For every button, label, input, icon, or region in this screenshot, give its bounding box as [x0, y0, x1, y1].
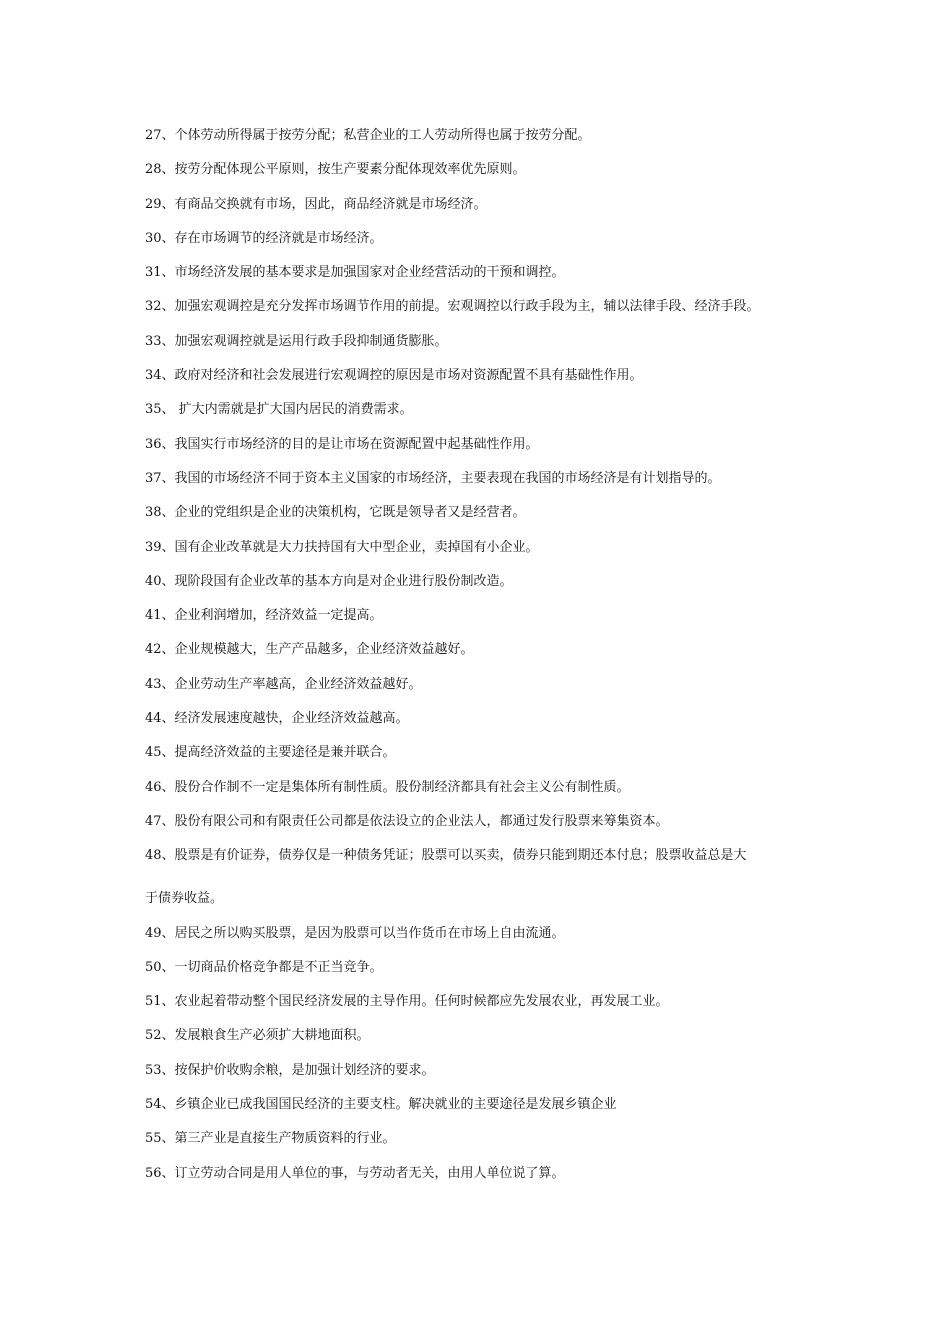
- list-item: [145, 1129, 825, 1149]
- list-item-text: 50、一切商品价格竞争都是不正当竞争。: [145, 959, 383, 975]
- list-item-text: 42、企业规模越大，生产产品越多，企业经济效益越好。: [145, 642, 474, 658]
- list-item-text: 32、加强宏观调控是充分发挥市场调节作用的前提。宏观调控以行政手段为主，辅以法律手段、经济手段。: [145, 299, 760, 315]
- list-item: [145, 400, 825, 420]
- list-item: [145, 1026, 825, 1046]
- list-item: [145, 992, 825, 1012]
- list-item: [145, 263, 825, 283]
- list-item-text: 55、第三产业是直接生产物质资料的行业。: [145, 1131, 396, 1147]
- list-item-text: 48、股票是有价证券，债券仅是一种债务凭证；股票可以买卖，债券只能到期还本付息；股票收益总是大: [145, 848, 747, 864]
- list-item-text: 34、政府对经济和社会发展进行宏观调控的原因是市场对资源配置不具有基础性作用。: [145, 368, 643, 384]
- list-item: [145, 675, 825, 695]
- list-item: [145, 572, 825, 592]
- list-item: [145, 126, 825, 146]
- list-item-text: 52、发展粮食生产必须扩大耕地面积。: [145, 1028, 370, 1044]
- list-item: [145, 160, 825, 180]
- list-item-text: 28、按劳分配体现公平原则，按生产要素分配体现效率优先原则。: [145, 162, 526, 178]
- list-item-text: 44、经济发展速度越快，企业经济效益越高。: [145, 711, 409, 727]
- list-item-text: 30、存在市场调节的经济就是市场经济。: [145, 230, 383, 246]
- list-item: [145, 332, 825, 352]
- list-item-text: 35、 扩大内需就是扩大国内居民的消费需求。: [145, 402, 413, 418]
- list-item-text: 31、市场经济发展的基本要求是加强国家对企业经营活动的干预和调控。: [145, 265, 565, 281]
- list-item: [145, 366, 825, 386]
- list-item: [145, 743, 825, 763]
- list-item: [145, 1095, 825, 1115]
- list-item: [145, 778, 825, 798]
- list-item: [145, 709, 825, 729]
- list-item: [145, 297, 825, 317]
- list-item-text: 45、提高经济效益的主要途径是兼并联合。: [145, 745, 396, 761]
- list-item: [145, 503, 825, 523]
- list-item: [145, 846, 825, 909]
- list-item: [145, 1164, 825, 1184]
- list-item-text: 37、我国的市场经济不同于资本主义国家的市场经济，主要表现在我国的市场经济是有计划指导的。: [145, 470, 721, 486]
- list-item-text: 46、股份合作制不一定是集体所有制性质。股份制经济都具有社会主义公有制性质。: [145, 779, 630, 795]
- list-item: [145, 229, 825, 249]
- list-item: [145, 924, 825, 944]
- list-item-text: 56、订立劳动合同是用人单位的事，与劳动者无关，由用人单位说了算。: [145, 1165, 565, 1181]
- list-item-text: 40、现阶段国有企业改革的基本方向是对企业进行股份制改造。: [145, 573, 513, 589]
- list-item: [145, 812, 825, 832]
- statement-list: [145, 126, 825, 1184]
- list-item-text: 39、国有企业改革就是大力扶持国有大中型企业，卖掉国有小企业。: [145, 539, 539, 555]
- list-item-text: 53、按保护价收购余粮，是加强计划经济的要求。: [145, 1062, 435, 1078]
- list-item-text: 43、企业劳动生产率越高，企业经济效益越好。: [145, 676, 422, 692]
- list-item: [145, 195, 825, 215]
- list-item: [145, 538, 825, 558]
- list-item: [145, 640, 825, 660]
- list-item-text: 54、乡镇企业已成我国国民经济的主要支柱。解决就业的主要途径是发展乡镇企业: [145, 1097, 617, 1113]
- list-item-text: 51、农业起着带动整个国民经济发展的主导作用。任何时候都应先发展农业，再发展工业。: [145, 994, 669, 1010]
- list-item: [145, 435, 825, 455]
- list-item: [145, 469, 825, 489]
- list-item-text: 38、企业的党组织是企业的决策机构，它既是领导者又是经营者。: [145, 505, 526, 521]
- list-item-text: 41、企业利润增加，经济效益一定提高。: [145, 608, 383, 624]
- list-item-text: 47、股份有限公司和有限责任公司都是依法设立的企业法人，都通过发行股票来筹集资本。: [145, 813, 669, 829]
- list-item-text: 33、加强宏观调控就是运用行政手段抑制通货膨胀。: [145, 333, 448, 349]
- list-item-text: 49、居民之所以购买股票，是因为股票可以当作货币在市场上自由流通。: [145, 925, 565, 941]
- list-item-text: 36、我国实行市场经济的目的是让市场在资源配置中起基础性作用。: [145, 436, 539, 452]
- list-item: [145, 1061, 825, 1081]
- list-item: [145, 606, 825, 626]
- list-item-continuation: 于债券收益。: [145, 891, 224, 907]
- list-item: [145, 958, 825, 978]
- list-item-text: 27、个体劳动所得属于按劳分配；私营企业的工人劳动所得也属于按劳分配。: [145, 128, 591, 143]
- list-item-text: 29、有商品交换就有市场，因此，商品经济就是市场经济。: [145, 196, 487, 212]
